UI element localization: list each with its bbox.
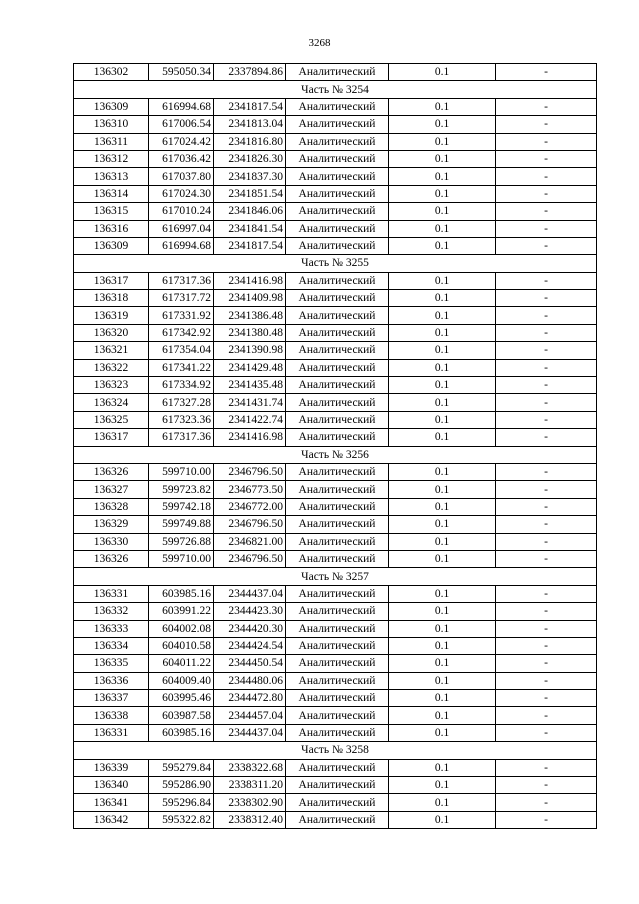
y-coordinate-cell: 2341416.98 [214,429,286,446]
accuracy-cell: 0.1 [389,690,496,707]
table-row [74,603,597,620]
y-coordinate-cell: 2341837.30 [214,168,286,185]
note-cell: - [496,603,597,620]
point-id-cell: 136312 [74,150,149,167]
point-id-cell: 136317 [74,272,149,289]
x-coordinate-cell: 617317.36 [149,429,214,446]
note-cell: - [496,342,597,359]
y-coordinate-cell: 2344437.04 [214,724,286,741]
accuracy-cell: 0.1 [389,603,496,620]
method-cell: Аналитический [286,168,389,185]
table-row [74,811,597,828]
x-coordinate-cell: 595279.84 [149,759,214,776]
section-header-row [74,742,597,759]
table-row [74,150,597,167]
x-coordinate-cell: 617006.54 [149,116,214,133]
x-coordinate-cell: 599726.88 [149,533,214,550]
note-cell: - [496,324,597,341]
section-header-row [74,446,597,463]
point-id-cell: 136324 [74,394,149,411]
point-id-cell: 136314 [74,185,149,202]
table-row [74,203,597,220]
table-row [74,672,597,689]
x-coordinate-cell: 617317.36 [149,272,214,289]
table-row [74,585,597,602]
method-cell: Аналитический [286,133,389,150]
point-id-cell: 136322 [74,359,149,376]
x-coordinate-cell: 595050.34 [149,64,214,81]
note-cell: - [496,637,597,654]
x-coordinate-cell: 617323.36 [149,411,214,428]
table-row [74,620,597,637]
section-title: Часть № 3257 [74,568,597,585]
method-cell: Аналитический [286,690,389,707]
point-id-cell: 136316 [74,220,149,237]
accuracy-cell: 0.1 [389,620,496,637]
point-id-cell: 136325 [74,411,149,428]
y-coordinate-cell: 2341817.54 [214,237,286,254]
table-row [74,550,597,567]
x-coordinate-cell: 599749.88 [149,516,214,533]
point-id-cell: 136342 [74,811,149,828]
x-coordinate-cell: 617354.04 [149,342,214,359]
x-coordinate-cell: 617010.24 [149,203,214,220]
accuracy-cell: 0.1 [389,481,496,498]
method-cell: Аналитический [286,98,389,115]
note-cell: - [496,168,597,185]
point-id-cell: 136326 [74,550,149,567]
method-cell: Аналитический [286,637,389,654]
method-cell: Аналитический [286,533,389,550]
table-row [74,98,597,115]
table-row [74,377,597,394]
point-id-cell: 136309 [74,98,149,115]
method-cell: Аналитический [286,794,389,811]
note-cell: - [496,481,597,498]
x-coordinate-cell: 603985.16 [149,724,214,741]
y-coordinate-cell: 2341813.04 [214,116,286,133]
x-coordinate-cell: 604011.22 [149,655,214,672]
point-id-cell: 136309 [74,237,149,254]
y-coordinate-cell: 2344423.30 [214,603,286,620]
accuracy-cell: 0.1 [389,707,496,724]
table-row [74,185,597,202]
table-row [74,394,597,411]
note-cell: - [496,203,597,220]
note-cell: - [496,498,597,515]
x-coordinate-cell: 617024.30 [149,185,214,202]
table-row [74,220,597,237]
accuracy-cell: 0.1 [389,811,496,828]
method-cell: Аналитический [286,394,389,411]
accuracy-cell: 0.1 [389,429,496,446]
note-cell: - [496,759,597,776]
point-id-cell: 136315 [74,203,149,220]
method-cell: Аналитический [286,359,389,376]
note-cell: - [496,64,597,81]
x-coordinate-cell: 617037.80 [149,168,214,185]
x-coordinate-cell: 617327.28 [149,394,214,411]
note-cell: - [496,377,597,394]
x-coordinate-cell: 617024.42 [149,133,214,150]
x-coordinate-cell: 604010.58 [149,637,214,654]
x-coordinate-cell: 617036.42 [149,150,214,167]
y-coordinate-cell: 2341841.54 [214,220,286,237]
method-cell: Аналитический [286,672,389,689]
point-id-cell: 136310 [74,116,149,133]
y-coordinate-cell: 2341386.48 [214,307,286,324]
method-cell: Аналитический [286,498,389,515]
accuracy-cell: 0.1 [389,585,496,602]
note-cell: - [496,550,597,567]
accuracy-cell: 0.1 [389,463,496,480]
accuracy-cell: 0.1 [389,342,496,359]
y-coordinate-cell: 2341416.98 [214,272,286,289]
x-coordinate-cell: 616994.68 [149,98,214,115]
table-row [74,759,597,776]
section-title: Часть № 3256 [74,446,597,463]
accuracy-cell: 0.1 [389,98,496,115]
note-cell: - [496,655,597,672]
table-row [74,533,597,550]
section-header-row [74,568,597,585]
table-row [74,133,597,150]
accuracy-cell: 0.1 [389,655,496,672]
table-row [74,724,597,741]
point-id-cell: 136328 [74,498,149,515]
method-cell: Аналитический [286,237,389,254]
method-cell: Аналитический [286,777,389,794]
method-cell: Аналитический [286,516,389,533]
x-coordinate-cell: 617317.72 [149,290,214,307]
accuracy-cell: 0.1 [389,498,496,515]
method-cell: Аналитический [286,203,389,220]
y-coordinate-cell: 2341435.48 [214,377,286,394]
y-coordinate-cell: 2346796.50 [214,463,286,480]
note-cell: - [496,533,597,550]
point-id-cell: 136336 [74,672,149,689]
point-id-cell: 136302 [74,64,149,81]
note-cell: - [496,185,597,202]
accuracy-cell: 0.1 [389,550,496,567]
accuracy-cell: 0.1 [389,533,496,550]
x-coordinate-cell: 595286.90 [149,777,214,794]
accuracy-cell: 0.1 [389,672,496,689]
x-coordinate-cell: 604002.08 [149,620,214,637]
point-id-cell: 136338 [74,707,149,724]
y-coordinate-cell: 2346796.50 [214,516,286,533]
method-cell: Аналитический [286,116,389,133]
x-coordinate-cell: 599742.18 [149,498,214,515]
method-cell: Аналитический [286,324,389,341]
section-title: Часть № 3255 [74,255,597,272]
method-cell: Аналитический [286,307,389,324]
note-cell: - [496,794,597,811]
y-coordinate-cell: 2341826.30 [214,150,286,167]
y-coordinate-cell: 2341380.48 [214,324,286,341]
accuracy-cell: 0.1 [389,150,496,167]
accuracy-cell: 0.1 [389,759,496,776]
y-coordinate-cell: 2338312.40 [214,811,286,828]
table-row [74,307,597,324]
accuracy-cell: 0.1 [389,185,496,202]
coordinates-table-body [74,64,597,829]
accuracy-cell: 0.1 [389,377,496,394]
point-id-cell: 136331 [74,585,149,602]
section-header-row [74,255,597,272]
point-id-cell: 136331 [74,724,149,741]
point-id-cell: 136320 [74,324,149,341]
table-row [74,272,597,289]
method-cell: Аналитический [286,429,389,446]
point-id-cell: 136333 [74,620,149,637]
x-coordinate-cell: 616997.04 [149,220,214,237]
table-row [74,481,597,498]
method-cell: Аналитический [286,707,389,724]
y-coordinate-cell: 2344472.80 [214,690,286,707]
accuracy-cell: 0.1 [389,359,496,376]
x-coordinate-cell: 599723.82 [149,481,214,498]
note-cell: - [496,411,597,428]
note-cell: - [496,394,597,411]
x-coordinate-cell: 599710.00 [149,463,214,480]
point-id-cell: 136339 [74,759,149,776]
section-header-row [74,81,597,98]
table-row [74,290,597,307]
x-coordinate-cell: 595322.82 [149,811,214,828]
section-title: Часть № 3254 [74,81,597,98]
y-coordinate-cell: 2341431.74 [214,394,286,411]
note-cell: - [496,116,597,133]
x-coordinate-cell: 617331.92 [149,307,214,324]
point-id-cell: 136326 [74,463,149,480]
note-cell: - [496,724,597,741]
table-row [74,64,597,81]
table-row [74,516,597,533]
y-coordinate-cell: 2344424.54 [214,637,286,654]
y-coordinate-cell: 2341851.54 [214,185,286,202]
accuracy-cell: 0.1 [389,411,496,428]
y-coordinate-cell: 2344437.04 [214,585,286,602]
point-id-cell: 136329 [74,516,149,533]
y-coordinate-cell: 2341429.48 [214,359,286,376]
table-row [74,777,597,794]
x-coordinate-cell: 603987.58 [149,707,214,724]
point-id-cell: 136341 [74,794,149,811]
accuracy-cell: 0.1 [389,394,496,411]
note-cell: - [496,272,597,289]
point-id-cell: 136335 [74,655,149,672]
accuracy-cell: 0.1 [389,724,496,741]
table-row [74,794,597,811]
table-row [74,324,597,341]
point-id-cell: 136340 [74,777,149,794]
point-id-cell: 136327 [74,481,149,498]
accuracy-cell: 0.1 [389,272,496,289]
coordinates-table [73,63,597,829]
method-cell: Аналитический [286,411,389,428]
accuracy-cell: 0.1 [389,637,496,654]
accuracy-cell: 0.1 [389,64,496,81]
table-row [74,707,597,724]
note-cell: - [496,777,597,794]
method-cell: Аналитический [286,724,389,741]
section-title: Часть № 3258 [74,742,597,759]
point-id-cell: 136311 [74,133,149,150]
x-coordinate-cell: 617334.92 [149,377,214,394]
method-cell: Аналитический [286,481,389,498]
y-coordinate-cell: 2341816.80 [214,133,286,150]
x-coordinate-cell: 599710.00 [149,550,214,567]
note-cell: - [496,133,597,150]
point-id-cell: 136330 [74,533,149,550]
point-id-cell: 136318 [74,290,149,307]
method-cell: Аналитический [286,342,389,359]
note-cell: - [496,98,597,115]
table-row [74,655,597,672]
point-id-cell: 136337 [74,690,149,707]
table-row [74,359,597,376]
accuracy-cell: 0.1 [389,203,496,220]
accuracy-cell: 0.1 [389,516,496,533]
y-coordinate-cell: 2338311.20 [214,777,286,794]
method-cell: Аналитический [286,220,389,237]
method-cell: Аналитический [286,759,389,776]
note-cell: - [496,672,597,689]
note-cell: - [496,237,597,254]
y-coordinate-cell: 2344480.06 [214,672,286,689]
note-cell: - [496,620,597,637]
y-coordinate-cell: 2346772.00 [214,498,286,515]
y-coordinate-cell: 2341817.54 [214,98,286,115]
x-coordinate-cell: 603995.46 [149,690,214,707]
y-coordinate-cell: 2344420.30 [214,620,286,637]
y-coordinate-cell: 2344450.54 [214,655,286,672]
method-cell: Аналитический [286,290,389,307]
table-row [74,237,597,254]
note-cell: - [496,220,597,237]
method-cell: Аналитический [286,64,389,81]
accuracy-cell: 0.1 [389,290,496,307]
point-id-cell: 136313 [74,168,149,185]
point-id-cell: 136323 [74,377,149,394]
note-cell: - [496,463,597,480]
point-id-cell: 136319 [74,307,149,324]
note-cell: - [496,290,597,307]
x-coordinate-cell: 617341.22 [149,359,214,376]
note-cell: - [496,429,597,446]
method-cell: Аналитический [286,377,389,394]
table-row [74,168,597,185]
table-row [74,498,597,515]
point-id-cell: 136334 [74,637,149,654]
point-id-cell: 136332 [74,603,149,620]
accuracy-cell: 0.1 [389,116,496,133]
table-row [74,116,597,133]
y-coordinate-cell: 2341422.74 [214,411,286,428]
y-coordinate-cell: 2344457.04 [214,707,286,724]
x-coordinate-cell: 603991.22 [149,603,214,620]
accuracy-cell: 0.1 [389,133,496,150]
y-coordinate-cell: 2346821.00 [214,533,286,550]
point-id-cell: 136321 [74,342,149,359]
method-cell: Аналитический [286,585,389,602]
note-cell: - [496,811,597,828]
y-coordinate-cell: 2337894.86 [214,64,286,81]
accuracy-cell: 0.1 [389,324,496,341]
y-coordinate-cell: 2338302.90 [214,794,286,811]
note-cell: - [496,585,597,602]
point-id-cell: 136317 [74,429,149,446]
method-cell: Аналитический [286,655,389,672]
accuracy-cell: 0.1 [389,237,496,254]
method-cell: Аналитический [286,620,389,637]
method-cell: Аналитический [286,150,389,167]
method-cell: Аналитический [286,185,389,202]
table-row [74,637,597,654]
note-cell: - [496,307,597,324]
accuracy-cell: 0.1 [389,220,496,237]
note-cell: - [496,690,597,707]
y-coordinate-cell: 2346796.50 [214,550,286,567]
table-row [74,411,597,428]
accuracy-cell: 0.1 [389,307,496,324]
page-number: 3268 [308,37,331,49]
y-coordinate-cell: 2338322.68 [214,759,286,776]
accuracy-cell: 0.1 [389,777,496,794]
table-row [74,342,597,359]
method-cell: Аналитический [286,272,389,289]
table-row [74,463,597,480]
y-coordinate-cell: 2346773.50 [214,481,286,498]
note-cell: - [496,707,597,724]
accuracy-cell: 0.1 [389,794,496,811]
table-row [74,690,597,707]
note-cell: - [496,150,597,167]
x-coordinate-cell: 616994.68 [149,237,214,254]
table-row [74,429,597,446]
method-cell: Аналитический [286,550,389,567]
x-coordinate-cell: 595296.84 [149,794,214,811]
x-coordinate-cell: 617342.92 [149,324,214,341]
y-coordinate-cell: 2341409.98 [214,290,286,307]
x-coordinate-cell: 604009.40 [149,672,214,689]
x-coordinate-cell: 603985.16 [149,585,214,602]
note-cell: - [496,359,597,376]
method-cell: Аналитический [286,463,389,480]
y-coordinate-cell: 2341390.98 [214,342,286,359]
method-cell: Аналитический [286,603,389,620]
accuracy-cell: 0.1 [389,168,496,185]
method-cell: Аналитический [286,811,389,828]
y-coordinate-cell: 2341846.06 [214,203,286,220]
note-cell: - [496,516,597,533]
